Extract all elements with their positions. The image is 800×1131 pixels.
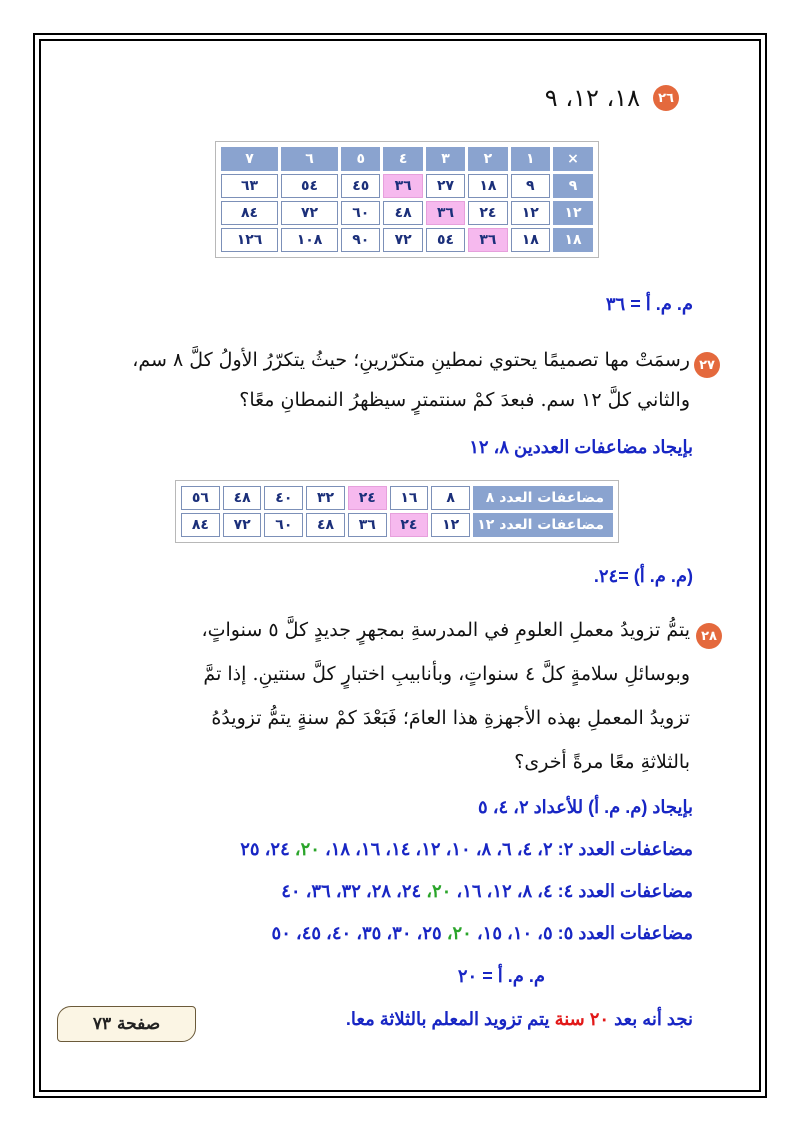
table-cell: ٢: [468, 147, 507, 171]
q27-method: بإيجاد مضاعفات العددين ٨، ١٢: [469, 437, 693, 457]
multiples-values: ٢٤، ٢٥: [240, 839, 290, 859]
table-cell: ٧٢: [383, 228, 422, 252]
multiples-highlight: ٢٠،: [446, 923, 472, 943]
table-cell: ١٨: [553, 228, 593, 252]
table-cell: ٦: [281, 147, 338, 171]
multiples-values: ٤، ٨، ١٢، ١٦،: [456, 881, 553, 901]
table-cell: ١٨: [511, 228, 550, 252]
conclusion-text: يتم تزويد المعلم بالثلاثة معا.: [345, 1009, 550, 1029]
table-cell-highlight: ٢٤: [348, 486, 387, 510]
q28-line-4: بالثلاثةِ معًا مرةً أخرى؟: [514, 751, 690, 773]
q28-multiples-2: [240, 839, 693, 860]
table-cell-highlight: ٢٤: [390, 513, 429, 537]
multiples-label: مضاعفات العدد ٢:: [557, 839, 693, 859]
q28-conclusion: [346, 1009, 693, 1030]
q27-multiples-table: [175, 480, 619, 543]
multiples-values: ٥، ١٠، ١٥،: [476, 923, 553, 943]
q28-method: بإيجاد (م. م. أ) للأعداد ٢، ٤، ٥: [478, 797, 693, 817]
table-cell: ٩: [511, 174, 550, 198]
table-cell: ٧٢: [223, 513, 262, 537]
q26-heading: ١٨، ١٢، ٩: [544, 84, 640, 112]
multiples-label: مضاعفات العدد ٤:: [557, 881, 693, 901]
table-row-label: مضاعفات العدد ٨: [473, 486, 613, 510]
table-cell: ١٨: [468, 174, 507, 198]
q28-answer: م. م. أ = ٢٠: [457, 966, 545, 986]
table-cell: ٧: [221, 147, 278, 171]
q26-multiplication-table: [215, 141, 599, 258]
multiples-values: ٢٤، ٢٨، ٣٢، ٣٦، ٤٠: [281, 881, 422, 901]
question-28-badge: ٢٨: [696, 623, 722, 649]
question-27-badge: ٢٧: [694, 352, 720, 378]
question-26-badge: ٢٦: [653, 85, 679, 111]
q27-line-1: رسمَتْ مها تصميمًا يحتوي نمطينِ متكرّرينِ؛ حيثُ يتكرّرُ الأولُ كلَّ ٨ سم،: [132, 349, 690, 371]
table-cell: ١٢: [553, 201, 593, 225]
multiples-values: ٢٥، ٣٠، ٣٥، ٤٠، ٤٥، ٥٠: [271, 923, 442, 943]
table-cell: ٨: [431, 486, 470, 510]
q28-multiples-5: [272, 923, 693, 944]
table-cell-highlight: ٣٦: [468, 228, 507, 252]
table-cell: ٩: [553, 174, 593, 198]
multiples-label: مضاعفات العدد ٥:: [557, 923, 693, 943]
q28-line-1: يتمُّ تزويدُ معملِ العلومِ في المدرسةِ بمجهرٍ جديدٍ كلَّ ٥ سنواتٍ،: [201, 619, 690, 641]
table-cell: ٦٠: [341, 201, 380, 225]
table-cell: ٤٥: [341, 174, 380, 198]
multiples-values: ٢، ٤، ٦، ٨، ١٠، ١٢، ١٤، ١٦، ١٨،: [324, 839, 553, 859]
table-cell: ١: [511, 147, 550, 171]
table-cell: ٥٤: [281, 174, 338, 198]
q27-line-2: والثاني كلَّ ١٢ سم. فبعدَ كمْ سنتمترٍ سيظهرُ النمطانِ معًا؟: [239, 389, 690, 411]
table-cell: ٦٠: [264, 513, 303, 537]
table-cell: ٨٤: [221, 201, 278, 225]
table-row-label: مضاعفات العدد ١٢: [473, 513, 613, 537]
table-cell: ٢٧: [426, 174, 465, 198]
table-cell: ١٢: [511, 201, 550, 225]
table-cell: ١٠٨: [281, 228, 338, 252]
page-number-label: صفحة ٧٣: [92, 1014, 161, 1034]
table-cell: ٤: [383, 147, 422, 171]
table-cell-highlight: ٣٦: [383, 174, 422, 198]
table-row: [221, 228, 593, 252]
table-cell: ٣٢: [306, 486, 345, 510]
table-row: [221, 201, 593, 225]
table-cell: ٧٢: [281, 201, 338, 225]
table-row: [181, 486, 613, 510]
table-row: [181, 513, 613, 537]
q26-answer: م. م. أ = ٣٦: [605, 294, 693, 314]
table-cell: ٣٦: [348, 513, 387, 537]
table-row: [221, 174, 593, 198]
table-cell: ١٢٦: [221, 228, 278, 252]
table-cell: ٥٦: [181, 486, 220, 510]
table-cell: ١٦: [390, 486, 429, 510]
conclusion-highlight: ٢٠ سنة: [554, 1009, 610, 1029]
table-cell: ٦٣: [221, 174, 278, 198]
table-cell: ٨٤: [181, 513, 220, 537]
table-cell: ١٢: [431, 513, 470, 537]
q27-answer: (م. م. أ) =٢٤.: [593, 566, 693, 586]
table-cell: ٥: [341, 147, 380, 171]
table-cell: ٤٠: [264, 486, 303, 510]
table-cell: ٤٨: [223, 486, 262, 510]
conclusion-text: نجد أنه بعد: [614, 1009, 693, 1029]
q28-line-2: وبوسائلِ سلامةٍ كلَّ ٤ سنواتٍ، وبأنابيبِ اختبارٍ كلَّ سنتينِ. إذا تمَّ: [203, 663, 690, 685]
table-cell: ٩٠: [341, 228, 380, 252]
multiples-highlight: ٢٠،: [294, 839, 320, 859]
q28-line-3: تزويدُ المعملِ بهذه الأجهزةِ هذا العامَ؛ فَبَعْدَ كمْ سنةٍ يتمُّ تزويدُهُ: [211, 707, 690, 729]
table-cell: ٢٤: [468, 201, 507, 225]
q26-header-row: [221, 147, 593, 171]
table-cell-highlight: ٣٦: [426, 201, 465, 225]
multiples-highlight: ٢٠،: [426, 881, 452, 901]
table-cell: ×: [553, 147, 593, 171]
table-cell: ٣: [426, 147, 465, 171]
q28-multiples-4: [281, 881, 693, 902]
table-cell: ٤٨: [383, 201, 422, 225]
table-cell: ٥٤: [426, 228, 465, 252]
table-cell: ٤٨: [306, 513, 345, 537]
page-number-badge: [57, 1006, 196, 1042]
